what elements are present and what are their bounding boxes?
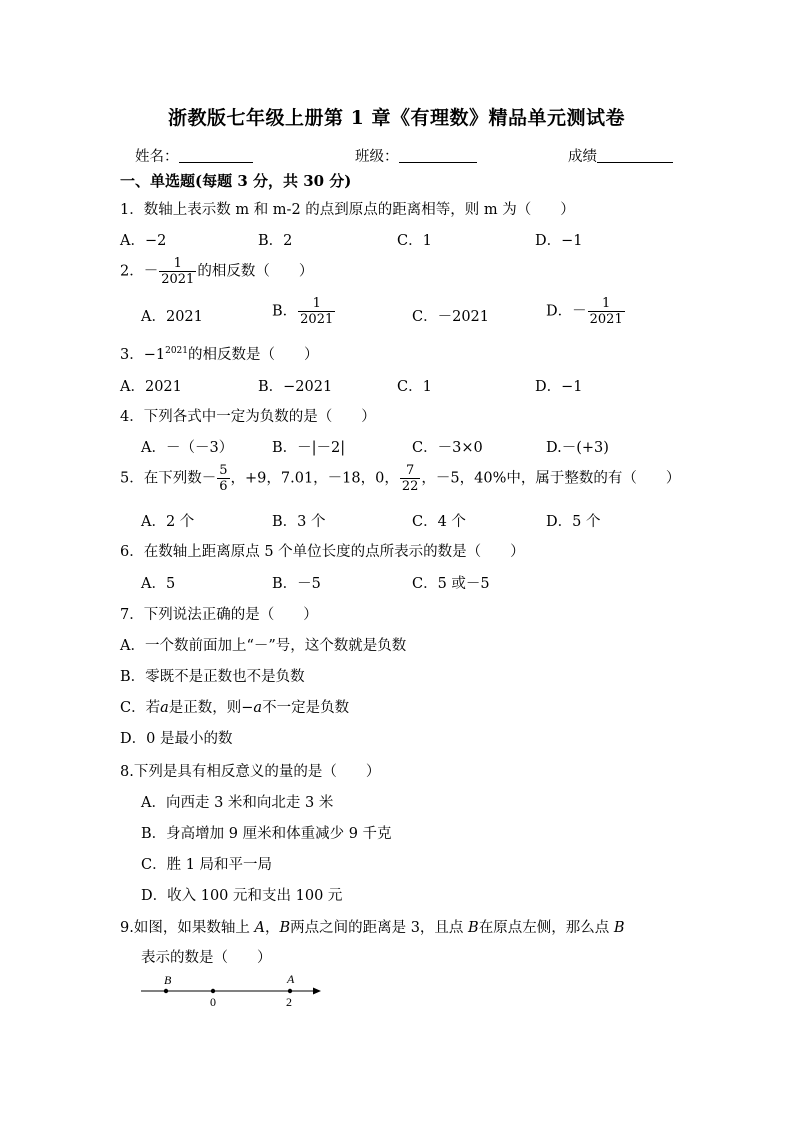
score-field — [568, 145, 673, 166]
class-blank — [399, 147, 477, 163]
q3-option-d: D．−1 — [535, 379, 583, 395]
score-label: 成绩 — [568, 149, 597, 165]
q6-option-a: A．5 — [141, 576, 176, 592]
q1-option-c: C．1 — [397, 233, 432, 249]
question-5: 5．在下列数－ $\frac{5}{6}$ ，+9，7.01，－18，0， $\frac{7}{22}$ ，－5，40%中，属于整数的有（ ） — [120, 463, 681, 494]
q4-option-a: A．－（－3） — [141, 440, 234, 456]
q8-option-c: C．胜 1 局和平一局 — [141, 857, 273, 873]
tick-label-0: 0 — [210, 995, 216, 1009]
q4-option-d: D.－(+3) — [546, 440, 609, 456]
q2-option-d: D．－ $\frac{1}{2021}$ — [546, 296, 623, 327]
label-b: B — [164, 973, 172, 987]
q8-option-b: B．身高增加 9 厘米和体重减少 9 千克 — [141, 826, 392, 842]
q1-option-d: D．−1 — [535, 233, 583, 249]
question-9-line-2: 表示的数是（ ） — [141, 950, 272, 966]
q2-option-c: C．－2021 — [412, 309, 489, 325]
q5-option-b: B．3 个 — [272, 514, 326, 530]
name-blank — [179, 147, 253, 163]
point-b — [164, 989, 168, 993]
tick-label-2: 2 — [286, 995, 292, 1009]
q5-option-d: D．5 个 — [546, 514, 601, 530]
q2-option-a: A．2021 — [141, 309, 203, 325]
question-2: 2．－ $\frac{1}{2021}$ 的相反数（ ） — [120, 256, 314, 287]
label-a: A — [287, 972, 295, 986]
q8-option-a: A．向西走 3 米和向北走 3 米 — [141, 795, 334, 811]
q5-fraction-1: $\frac{5}{6}$ — [219, 463, 228, 494]
question-7: 7．下列说法正确的是（ ） — [120, 607, 318, 623]
q6-option-c: C．5 或－5 — [412, 576, 490, 592]
question-9: 9.如图，如果数轴上 A，B两点之间的距离是 3，且点 B在原点左侧，那么点 B — [120, 920, 625, 936]
q5-option-a: A．2 个 — [141, 514, 195, 530]
q7-option-a: A．一个数前面加上“－”号，这个数就是负数 — [120, 638, 407, 654]
point-origin — [211, 989, 215, 993]
q4-option-b: B．－|－2| — [272, 440, 346, 456]
q7-option-c: C．若a是正数，则−a不一定是负数 — [120, 700, 350, 716]
point-a — [288, 989, 292, 993]
question-6: 6．在数轴上距离原点 5 个单位长度的点所表示的数是（ ） — [120, 544, 525, 560]
q2-option-b: B． $\frac{1}{2021}$ — [272, 296, 334, 327]
q8-option-d: D．收入 100 元和支出 100 元 — [141, 888, 343, 904]
q1-option-a: A．−2 — [120, 233, 167, 249]
q7-option-d: D．0 是最小的数 — [120, 731, 233, 747]
name-field — [135, 145, 253, 166]
number-line-figure — [135, 968, 330, 1013]
q3-option-a: A．2021 — [120, 379, 182, 395]
q5-option-c: C．4 个 — [412, 514, 466, 530]
q7-option-b: B．零既不是正数也不是负数 — [120, 669, 305, 685]
q2-option-d-fraction: $\frac{1}{2021}$ — [589, 296, 623, 327]
page-title: 浙教版七年级上册第 1 章《有理数》精品单元测试卷 — [168, 107, 625, 129]
score-blank — [597, 147, 673, 163]
name-label: 姓名： — [135, 149, 179, 165]
class-field — [355, 145, 477, 166]
q3-option-b: B．−2021 — [258, 379, 333, 395]
question-3: 3．$-1^{2021}$的相反数是（ ） — [120, 346, 319, 363]
q2-option-b-fraction: $\frac{1}{2021}$ — [300, 296, 334, 327]
section-heading: 一、单选题(每题 3 分，共 30 分) — [120, 172, 352, 190]
q5-fraction-2: $\frac{7}{22}$ — [401, 463, 419, 494]
axis-arrow — [313, 988, 321, 995]
question-8: 8.下列是具有相反意义的量的是（ ） — [120, 764, 381, 780]
q2-fraction: $\frac{1}{2021}$ — [161, 256, 195, 287]
q6-option-b: B．－5 — [272, 576, 321, 592]
question-4: 4．下列各式中一定为负数的是（ ） — [120, 409, 376, 425]
q4-option-c: C．－3×0 — [412, 440, 483, 456]
q1-option-b: B．2 — [258, 233, 293, 249]
question-1: 1．数轴上表示数 m 和 m-2 的点到原点的距离相等，则 m 为（ ） — [120, 202, 575, 218]
q3-option-c: C．1 — [397, 379, 432, 395]
class-label: 班级： — [355, 149, 399, 165]
